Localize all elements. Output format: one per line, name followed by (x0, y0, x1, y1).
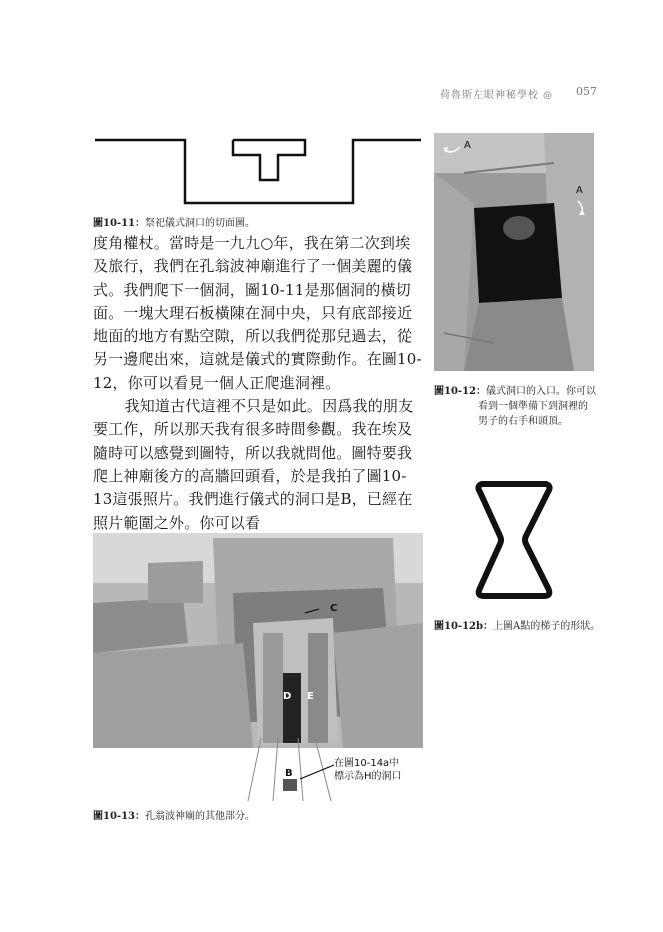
marker-a-right: A (576, 185, 583, 196)
cross-section-diagram (93, 135, 423, 210)
marker-c: C (330, 603, 338, 614)
body-text (93, 232, 423, 535)
hole-h-note: 在圖10-14a中 標示為H的洞口 (334, 758, 402, 782)
arrow-icon (574, 199, 592, 217)
page-number: 057 (576, 85, 597, 98)
arrow-icon (442, 143, 462, 157)
ladder-shape-diagram (474, 478, 554, 602)
running-header-title: 荷魯斯左眼神秘學校 ◎ (440, 90, 553, 101)
paragraph-2: 我知道古代這裡不只是如此。因爲我的朋友要工作，所以那天我有很多時間參觀。我在埃及隨時可以感覺到圖特，所以我就問他。圖特要我爬上神廟後方的高牆回頭看，於是我拍了圖10-13這張照片。我們進行儀式的洞口是B，已經在照片範圍之外。你可以看 (93, 397, 414, 532)
marker-d: D (283, 691, 292, 702)
marker-b: B (285, 768, 293, 779)
pointer-line (298, 763, 336, 783)
paragraph-1: 度角權杖。當時是一九九○年，我在第二次到埃及旅行，我們在孔翁波神廟進行了一個美麗的儀式。我們爬下一個洞，圖10-11是那個洞的橫切面。一塊大理石板橫陳在洞中央，只有底部接近地面的地方有點空隙，所以我們從那兒過去，從另一邊爬出來，這就是儀式的實際動作。在圖10-12，你可以看見一個人正爬進洞裡。 (93, 234, 422, 392)
fig-10-11-caption: 圖10-11：祭祀儀式洞口的切面圖。 (93, 218, 255, 229)
fig-10-13-caption: 圖10-13：孔翁波神廟的其他部分。 (93, 811, 255, 822)
temple-photo (93, 533, 423, 801)
fig-10-12b-caption: 圖10-12b：上圖A點的梯子的形狀。 (434, 621, 601, 632)
ritual-hole-photo (434, 133, 594, 371)
fig-10-12-caption: 圖10-12：儀式洞口的入口。你可以 看到一個準備下到洞裡的 男子的右手和頭頂。 (434, 386, 596, 427)
marker-e: E (307, 691, 314, 702)
marker-a-top: A (464, 140, 471, 151)
